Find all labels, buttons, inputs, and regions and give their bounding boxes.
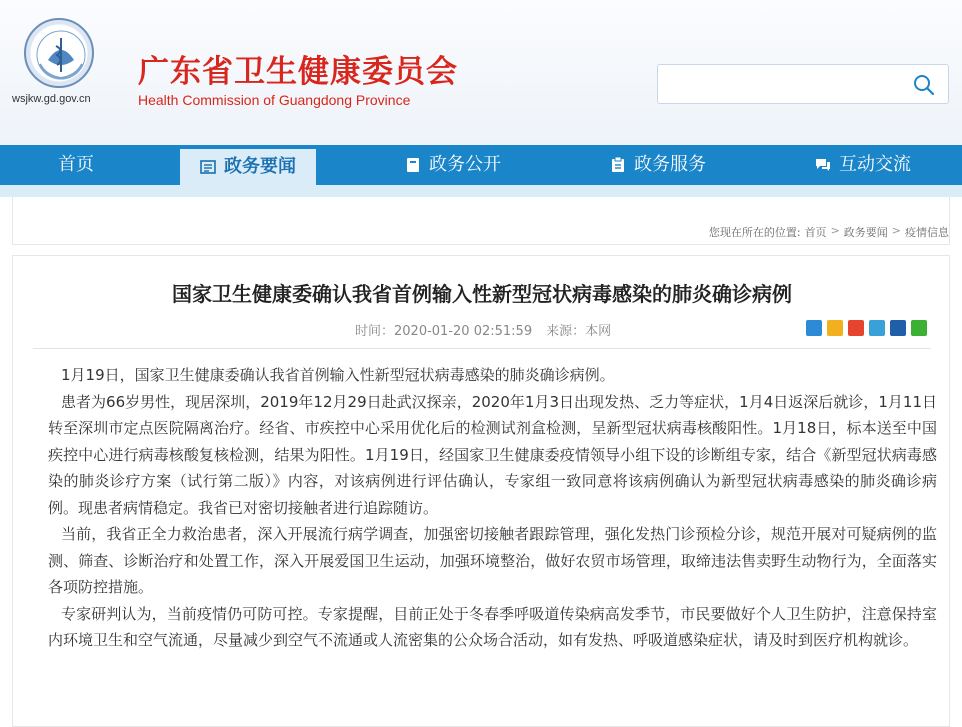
divider	[33, 348, 931, 349]
article-body	[48, 362, 937, 654]
emblem-icon	[26, 20, 96, 90]
breadcrumb-separator: >	[891, 224, 901, 237]
main-nav	[0, 145, 962, 185]
article	[12, 255, 950, 727]
nav-bottom-band	[0, 185, 962, 197]
site-title[interactable]: 广东省卫生健康委员会	[138, 54, 458, 90]
time-value: 2020-01-20 02:51:59	[394, 324, 533, 339]
publish-time	[355, 320, 532, 339]
site-header	[0, 0, 962, 145]
qzone-icon[interactable]	[827, 320, 843, 336]
search-icon[interactable]	[912, 73, 936, 97]
breadcrumb-container	[12, 197, 950, 245]
wechat-icon[interactable]	[911, 320, 927, 336]
nav-item-open-affairs[interactable]	[405, 145, 501, 185]
nav-item-interaction[interactable]	[815, 145, 911, 185]
breadcrumb-link-home[interactable]: 首页	[804, 226, 827, 239]
search-box	[657, 64, 949, 104]
paragraph: 当前，我省正全力救治患者，深入开展流行病学调查，加强密切接触者跟踪管理，强化发热门诊预检分诊，规范开展对可疑病例的监测、筛查、诊断治疗和处置工作，深入开展爱国卫生运动，加强环境整治，做好农贸市场管理，取缔违法售卖野生动物行为，全面落实各项防控措施。	[48, 525, 937, 596]
time-label: 时间：	[355, 324, 395, 339]
nav-item-services[interactable]	[610, 145, 706, 185]
nav-item-label: 政务要闻	[224, 156, 296, 177]
share-bar	[806, 320, 927, 336]
clipboard-icon	[610, 157, 626, 173]
paragraph: 专家研判认为，当前疫情仍可防可控。专家提醒，目前正处于冬春季呼吸道传染病高发季节，市民要做好个人卫生防护，注意保持室内环境卫生和空气流通，尽量减少到空气不流通或人流密集的公众场合活动，如有发热、呼吸道感染症状，请及时到医疗机构就诊。	[48, 604, 937, 649]
nav-item-label: 首页	[58, 154, 94, 175]
nav-item-news[interactable]	[180, 149, 316, 185]
article-title: 国家卫生健康委确认我省首例输入性新型冠状病毒感染的肺炎确诊病例	[172, 282, 792, 306]
renren-icon[interactable]	[890, 320, 906, 336]
paragraph: 1月19日，国家卫生健康委确认我省首例输入性新型冠状病毒感染的肺炎确诊病例。	[61, 366, 615, 384]
chat-icon	[815, 157, 831, 173]
share-plus-icon[interactable]	[806, 320, 822, 336]
source	[546, 320, 611, 339]
breadcrumb-link-epidemic[interactable]: 疫情信息	[905, 226, 949, 239]
breadcrumb-separator: >	[830, 224, 840, 237]
source-label: 来源：	[546, 324, 586, 339]
nav-item-label: 政务公开	[429, 154, 501, 175]
news-icon	[200, 159, 216, 175]
site-subtitle: Health Commission of Guangdong Province	[138, 92, 411, 108]
weibo-icon[interactable]	[848, 320, 864, 336]
book-icon	[405, 157, 421, 173]
tencent-weibo-icon[interactable]	[869, 320, 885, 336]
breadcrumb-link-news[interactable]: 政务要闻	[843, 226, 888, 239]
article-meta	[355, 320, 611, 339]
search-input[interactable]	[658, 65, 908, 103]
nav-item-label: 互动交流	[839, 154, 911, 175]
breadcrumb	[709, 224, 949, 240]
nav-item-home[interactable]	[58, 145, 94, 185]
source-value: 本网	[585, 324, 612, 339]
nav-item-label: 政务服务	[634, 154, 706, 175]
breadcrumb-prefix: 您现在所在的位置:	[708, 226, 801, 239]
health-commission-logo[interactable]	[24, 18, 94, 88]
paragraph: 患者为66岁男性，现居深圳，2019年12月29日赴武汉探亲，2020年1月3日出现发热、乏力等症状，1月4日返深后就诊，1月11日转至深圳市定点医院隔离治疗。经省、市疾控中心采用优化后的检测试剂盒检测，呈新型冠状病毒核酸阳性。1月18日，标本送至中国疾控中心进行病毒核酸复核检测，结果为阳性。1月19日，经国家卫生健康委疫情领导小组下设的诊断组专家，结合《新型冠状病毒感染的肺炎诊疗方案（试行第二版）》内容，对该病例进行评估确认，专家组一致同意将该病例确认为新型冠状病毒感染的肺炎确诊病例。现患者病情稳定。我省已对密切接触者进行追踪随访。	[48, 392, 937, 517]
site-domain: wsjkw.gd.gov.cn	[12, 93, 91, 105]
